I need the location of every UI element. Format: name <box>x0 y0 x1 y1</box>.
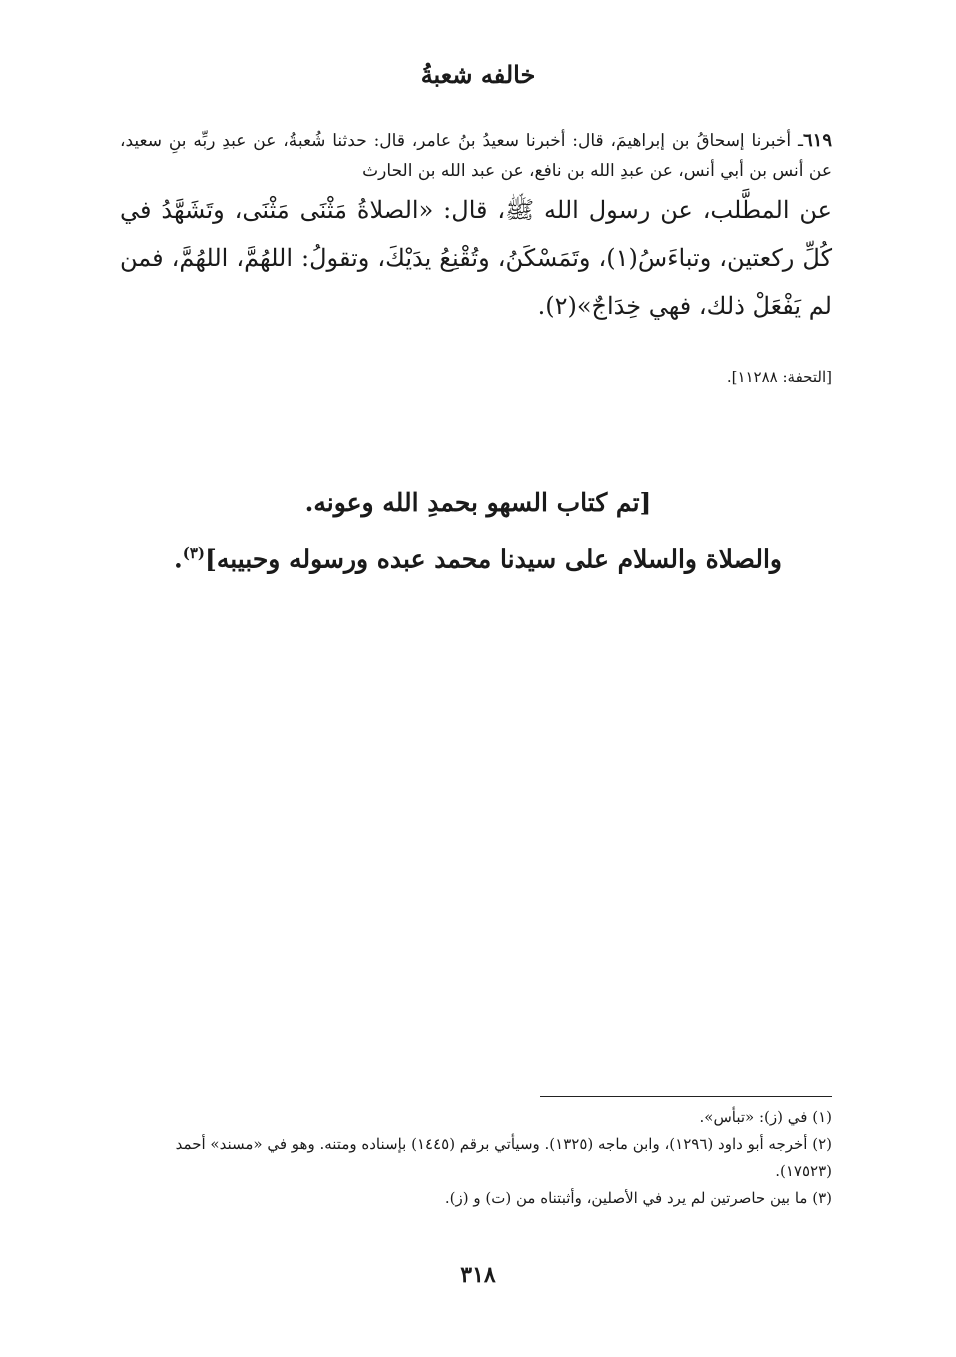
hadith-block <box>120 126 832 330</box>
page-number: ٣١٨ <box>460 1262 496 1288</box>
hadith-number: ٦١٩ <box>802 130 832 151</box>
isnad-text: ـ أخبرنا إسحاقُ بن إبراهيمَ، قال: أخبرنا سعيدُ بنُ عامر، قال: حدثنا شُعبةُ، عن عبدِ ربِّه بنِ سعيد، عن أنس بن أبي أنس، عن عبدِ الله بن نافع، عن عبد الله بن الحارث <box>120 131 832 181</box>
colophon-line-1: [تم كتاب السهو بحمدِ الله وعونه. <box>304 488 652 517</box>
hadith-matn: عن المطَّلب، عن رسول الله ﷺ، قال: «الصلاةُ مَثْنَى مَثْنَى، وتَشَهَّدُ في كُلِّ ركعتين، وتباءَسُ(١)، وتَمَسْكَنُ، وتُقْنِعُ يدَيْكَ، وتقولُ: اللهُمَّ، اللهُمَّ، فمن لم يَفْعَلْ ذلك، فهي خِدَاجٌ»(٢). <box>120 196 832 320</box>
colophon-line-2 <box>0 528 956 584</box>
tuhfa-reference: [التحفة: ١١٢٨٨]. <box>726 368 832 386</box>
colophon-text: والصلاة والسلام على سيدنا محمد عبده ورسوله وحبيبه] <box>204 544 782 574</box>
colophon-end: . <box>173 544 183 574</box>
footnote-1: (١) في (ز): «تبأس». <box>699 1108 832 1126</box>
footnotes <box>120 1104 832 1212</box>
chapter-title: خالفه شعبةُ <box>420 60 536 89</box>
footnote-marker: (٣) <box>182 544 205 562</box>
footnote-2: (٢) أخرجه أبو داود (١٢٩٦)، وابن ماجه (١٣٢٥). وسيأتي برقم (١٤٤٥) بإسناده ومتنه. وهو في «مسند» أحمد (١٧٥٢٣). <box>175 1135 832 1180</box>
footnote-3: (٣) ما بين حاصرتين لم يرد في الأصلين، وأثبتناه من (ت) و (ز). <box>444 1189 832 1207</box>
colophon <box>0 478 956 584</box>
footnote-separator <box>540 1096 832 1097</box>
hadith-isnad <box>120 131 832 181</box>
